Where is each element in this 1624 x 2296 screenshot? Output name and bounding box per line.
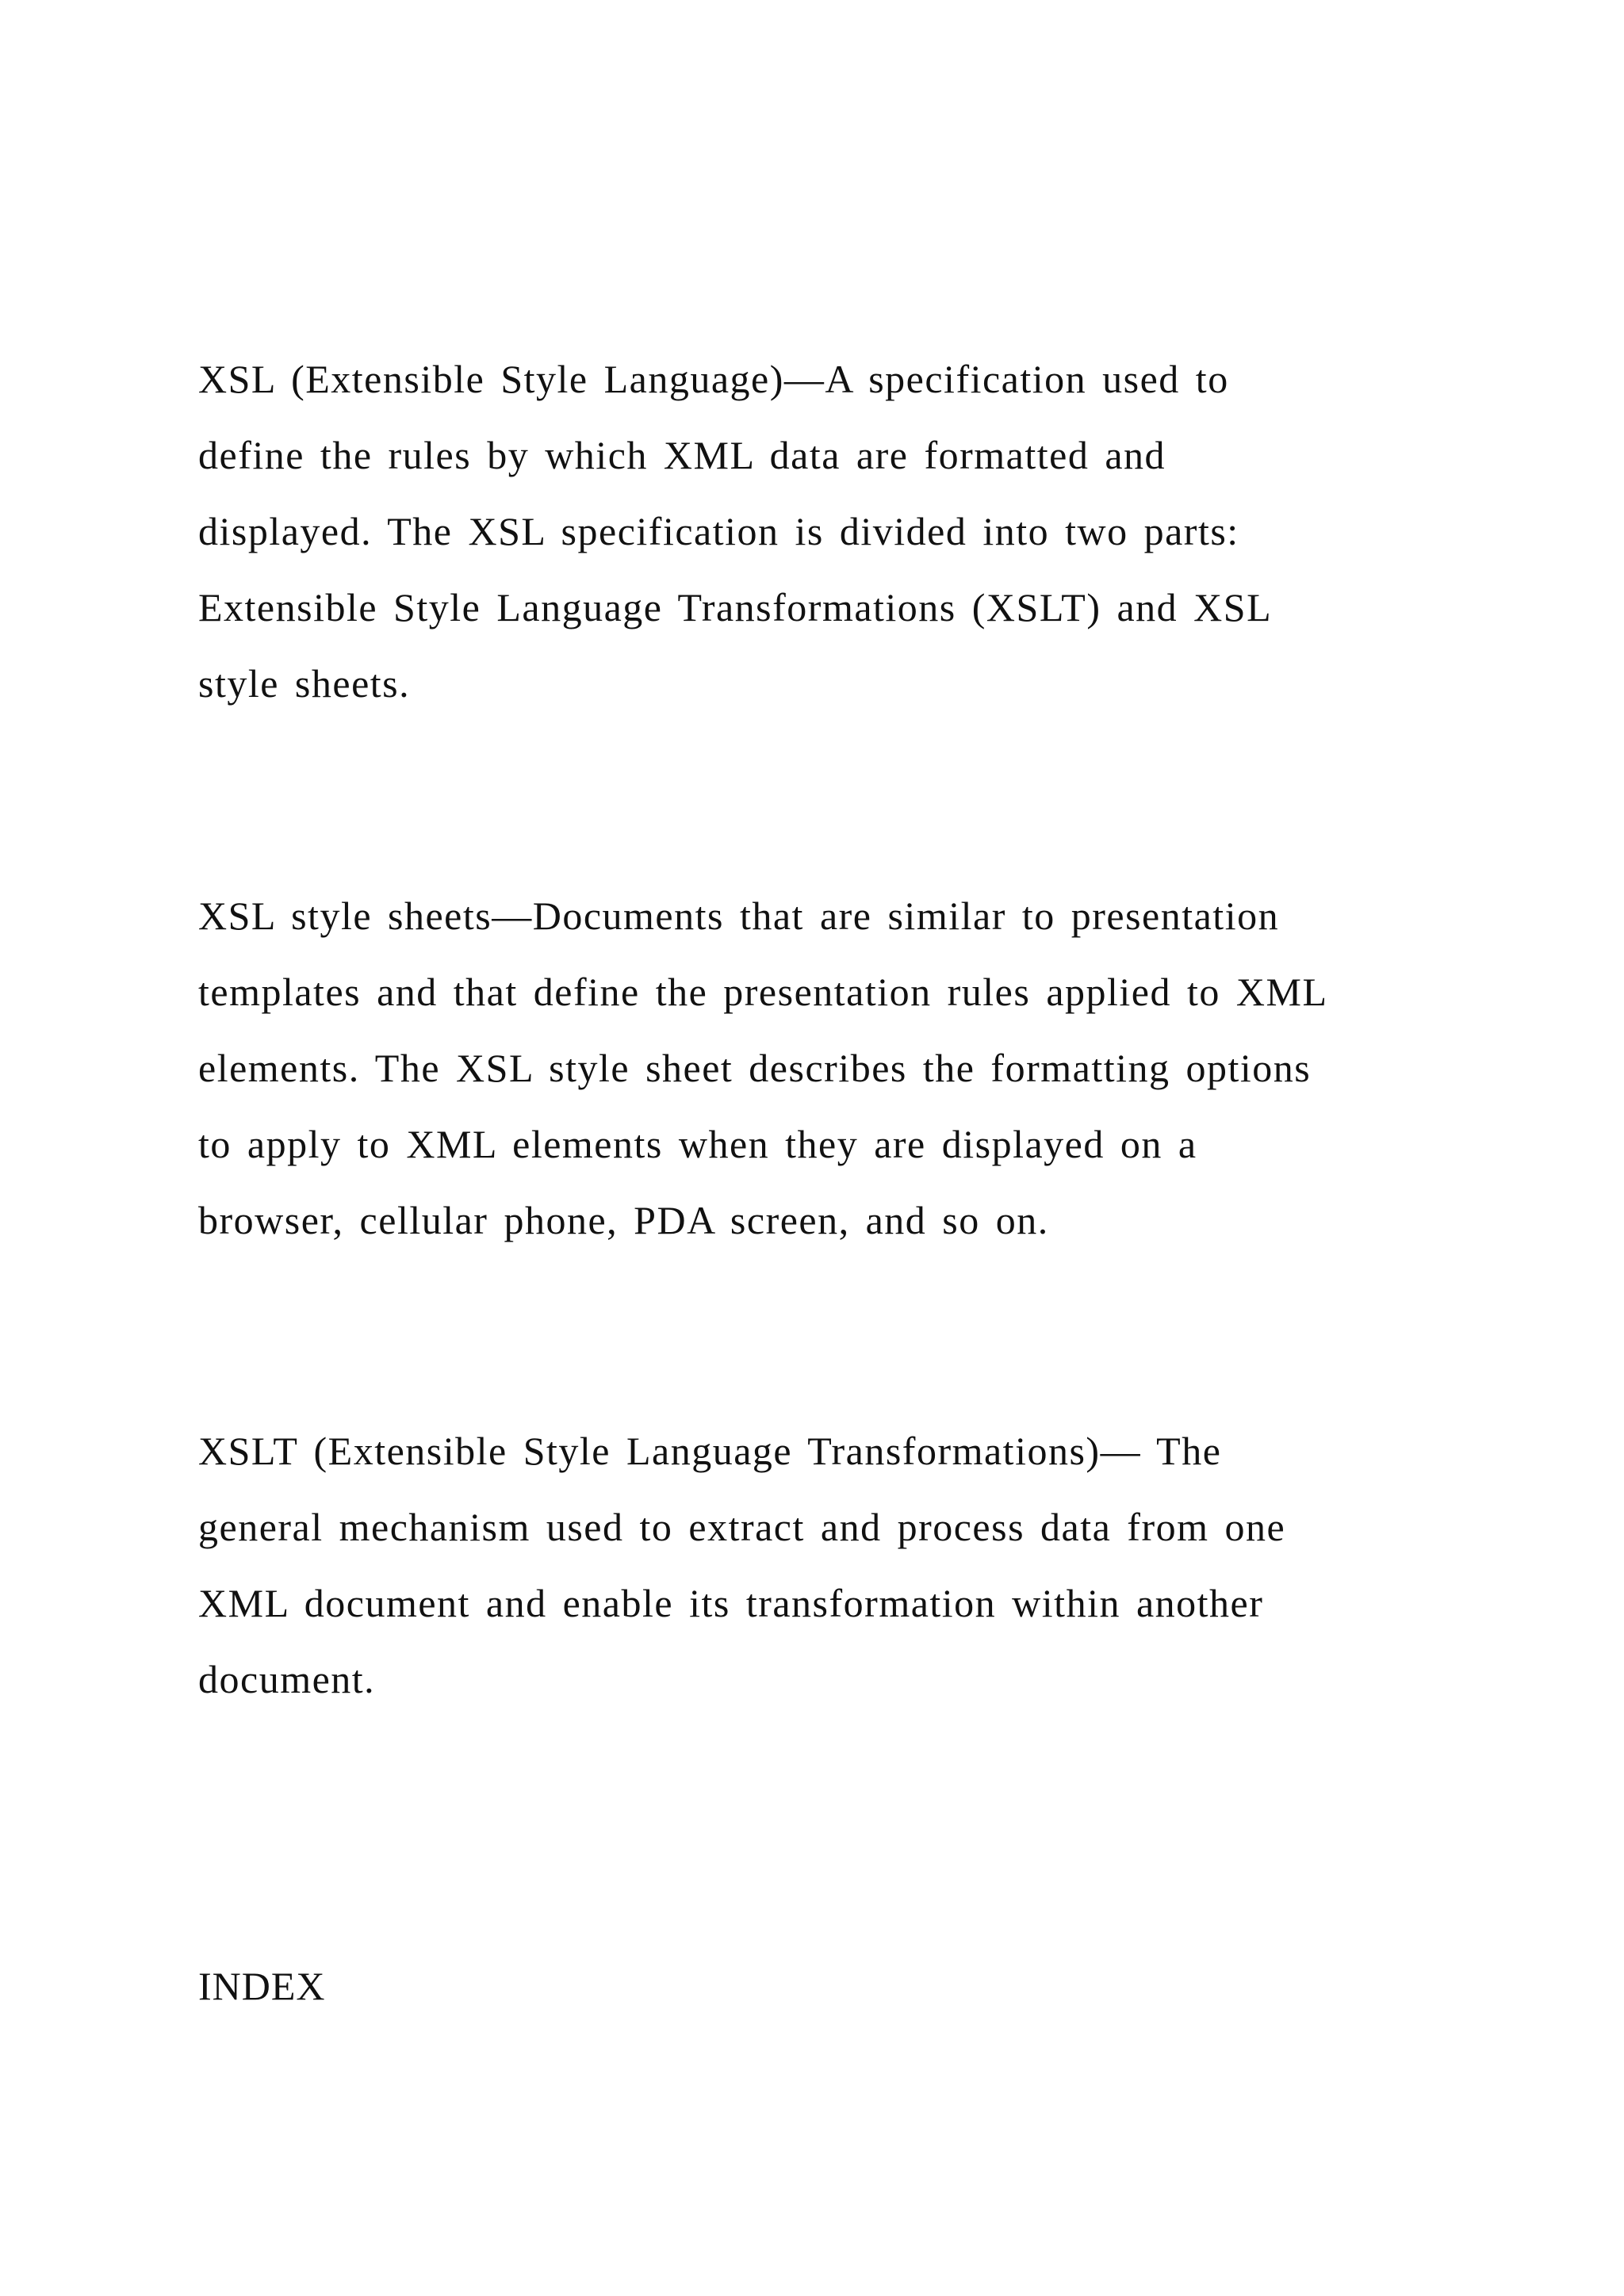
entry-line: XSLT (Extensible Style Language Transformations)— The — [198, 1429, 1222, 1473]
entry-line: define the rules by which XML data are formatted and — [198, 433, 1166, 477]
entry-line: XSL (Extensible Style Language)—A specification used to — [198, 357, 1229, 401]
entry-line: browser, cellular phone, PDA screen, and so on. — [198, 1198, 1049, 1242]
entry-line: Extensible Style Language Transformations (XSLT) and XSL — [198, 585, 1273, 629]
glossary-entry-xslt — [198, 1413, 1435, 1717]
glossary-entry-xsl — [198, 341, 1435, 721]
index-heading: INDEX — [198, 1964, 326, 2008]
entry-line: elements. The XSL style sheet describes the formatting options — [198, 1046, 1312, 1090]
entry-line: XML document and enable its transformation within another — [198, 1581, 1264, 1625]
entry-line: style sheets. — [198, 661, 411, 706]
glossary-entry-xsl-style-sheets — [198, 878, 1435, 1258]
entry-line: general mechanism used to extract and process data from one — [198, 1505, 1286, 1549]
entry-line: displayed. The XSL specification is divided into two parts: — [198, 509, 1239, 553]
entry-line: to apply to XML elements when they are displayed on a — [198, 1122, 1197, 1166]
entry-line: templates and that define the presentation rules applied to XML — [198, 970, 1328, 1014]
entry-line: document. — [198, 1657, 376, 1701]
entry-line: XSL style sheets—Documents that are similar to presentation — [198, 894, 1280, 938]
